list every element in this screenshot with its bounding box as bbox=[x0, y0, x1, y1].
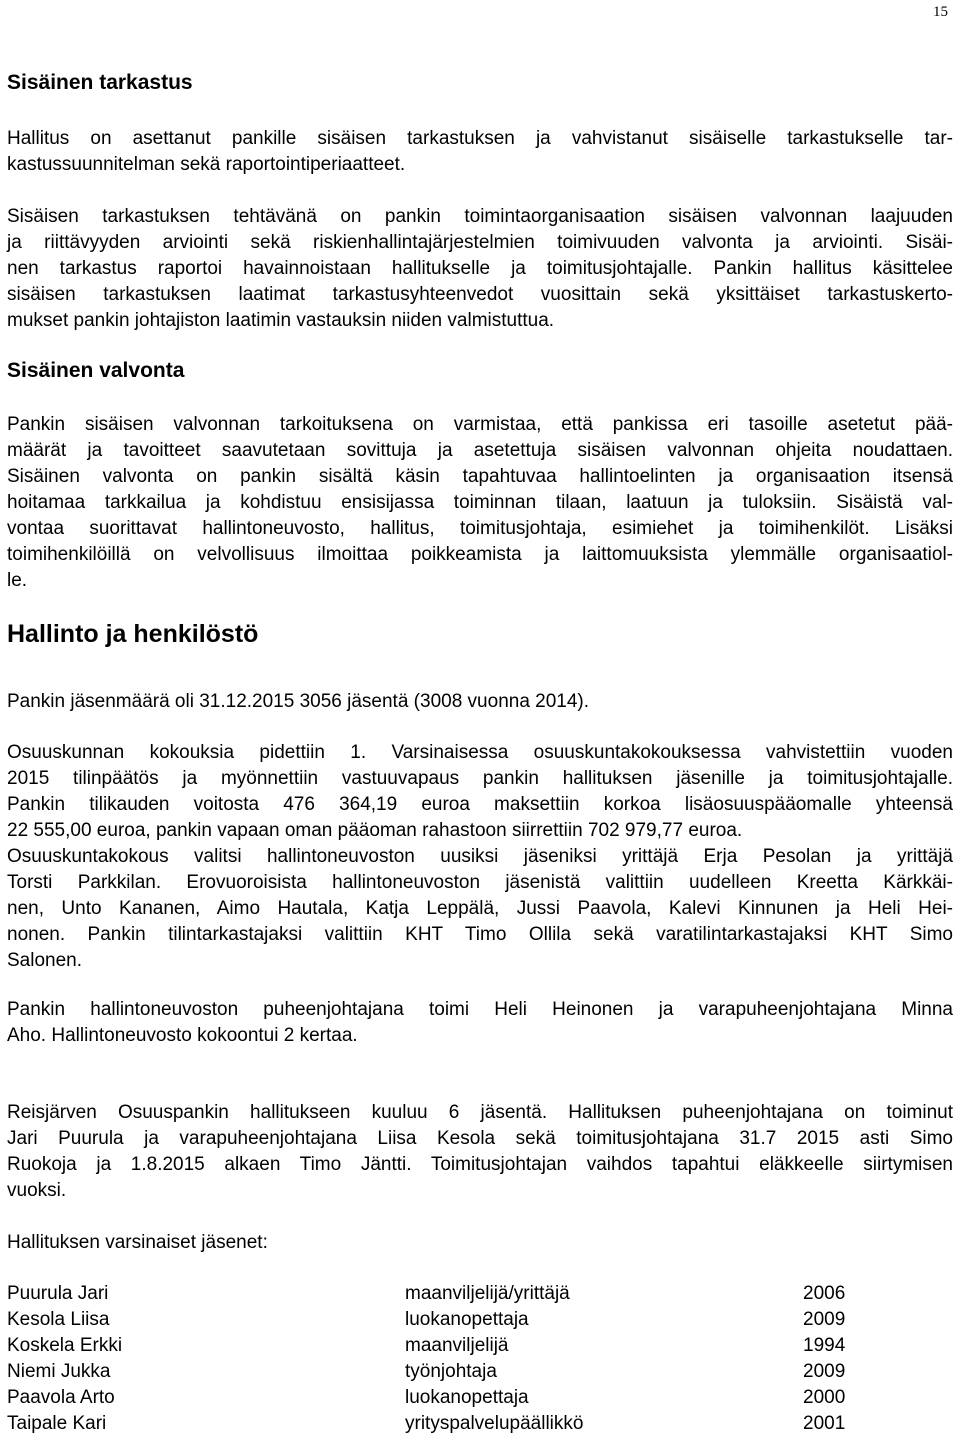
paragraph-line: Sisäisen tarkastuksen tehtävänä on pankin toimintaorganisaation sisäisen valvonnan laajuuden bbox=[7, 206, 953, 227]
paragraph-line: toimihenkilöillä on velvollisuus ilmoittaa poikkeamista ja laittomuuksista ylemmälle organisaatiol- bbox=[7, 544, 953, 565]
page-number: 15 bbox=[933, 4, 948, 20]
board-members-label: Hallituksen varsinaiset jäsenet: bbox=[7, 1232, 268, 1253]
paragraph-line: mukset pankin johtajiston laatimin vastauksin niiden valmistuttua. bbox=[7, 310, 555, 331]
table-row bbox=[7, 1282, 953, 1306]
paragraph-line: Osuuskunnan kokouksia pidettiin 1. Varsinaisessa osuuskuntakokouksessa vahvistettiin vuoden bbox=[7, 742, 953, 763]
paragraph-line: Pankin sisäisen valvonnan tarkoituksena on varmistaa, että pankissa eri tasoille asetetut pää- bbox=[7, 414, 953, 435]
paragraph-line: 22 555,00 euroa, pankin vapaan oman pääoman rahastoon siirrettiin 702 979,77 euroa. bbox=[7, 820, 743, 841]
member-year: 2009 bbox=[803, 1309, 846, 1330]
member-year: 2009 bbox=[803, 1361, 846, 1382]
member-name: Kesola Liisa bbox=[7, 1309, 110, 1330]
paragraph-line: nonen. Pankin tilintarkastajaksi valittiin KHT Timo Ollila sekä varatilintarkastajaksi KHT Simo bbox=[7, 924, 953, 945]
paragraph-line: Pankin tilikauden voitosta 476 364,19 euroa maksettiin korkoa lisäosuuspääomalle yhteensä bbox=[7, 794, 953, 815]
member-name: Paavola Arto bbox=[7, 1387, 115, 1408]
paragraph-line: nen, Unto Kananen, Aimo Hautala, Katja Leppälä, Jussi Paavola, Kalevi Kinnunen ja Heli Hei- bbox=[7, 898, 953, 919]
member-occupation: luokanopettaja bbox=[405, 1387, 529, 1408]
internal-control-heading: Sisäinen valvonta bbox=[7, 359, 185, 382]
paragraph-line: 2015 tilinpäätös ja myönnettiin vastuuvapaus pankin hallituksen jäsenille ja toimitusjohtajalle. bbox=[7, 768, 953, 789]
member-year: 1994 bbox=[803, 1335, 846, 1356]
paragraph-line: Jari Puurula ja varapuheenjohtajana Liisa Kesola sekä toimitusjohtajana 31.7 2015 asti Simo bbox=[7, 1128, 953, 1149]
table-row bbox=[7, 1308, 953, 1332]
paragraph-line: määrät ja tavoitteet saavutetaan sovittuja ja asetettuja sisäisen valvonnan ohjeita noudattaen. bbox=[7, 440, 953, 461]
member-occupation: maanviljelijä/yrittäjä bbox=[405, 1283, 570, 1304]
table-row bbox=[7, 1386, 953, 1410]
member-name: Niemi Jukka bbox=[7, 1361, 111, 1382]
paragraph-line: vontaa suorittavat hallintoneuvosto, hallitus, toimitusjohtaja, esimiehet ja toimihenkilöt. Lisäksi bbox=[7, 518, 953, 539]
paragraph-line: vuoksi. bbox=[7, 1180, 67, 1201]
paragraph-line: sisäisen tarkastuksen laatimat tarkastusyhteenvedot vuosittain sekä yksittäiset tarkastuskerto- bbox=[7, 284, 953, 305]
paragraph-line: Reisjärven Osuuspankin hallitukseen kuuluu 6 jäsentä. Hallituksen puheenjohtajana on toiminut bbox=[7, 1102, 953, 1123]
paragraph-line: Osuuskuntakokous valitsi hallintoneuvoston uusiksi jäseniksi yrittäjä Erja Pesolan ja yrittäjä bbox=[7, 846, 953, 867]
member-occupation: yrityspalvelupäällikkö bbox=[405, 1413, 584, 1434]
member-year: 2000 bbox=[803, 1387, 846, 1408]
paragraph-line: Hallitus on asettanut pankille sisäisen tarkastuksen ja vahvistanut sisäiselle tarkastukselle tar- bbox=[7, 128, 953, 149]
table-row bbox=[7, 1360, 953, 1384]
member-year: 2001 bbox=[803, 1413, 846, 1434]
member-occupation: työnjohtaja bbox=[405, 1361, 497, 1382]
administration-heading: Hallinto ja henkilöstö bbox=[7, 620, 259, 648]
paragraph-line: le. bbox=[7, 570, 28, 591]
member-occupation: luokanopettaja bbox=[405, 1309, 529, 1330]
member-year: 2006 bbox=[803, 1283, 846, 1304]
paragraph-line: hoitamaa tarkkailua ja kohdistuu ensisijassa toiminnan tilaan, laatuun ja tuloksiin. Sisäistä val- bbox=[7, 492, 953, 513]
paragraph-line: Ruokoja ja 1.8.2015 alkaen Timo Jäntti. Toimitusjohtajan vaihdos tapahtui eläkkeelle siirtymisen bbox=[7, 1154, 953, 1175]
paragraph-line: Pankin hallintoneuvoston puheenjohtajana toimi Heli Heinonen ja varapuheenjohtajana Minna bbox=[7, 999, 953, 1020]
member-name: Koskela Erkki bbox=[7, 1335, 123, 1356]
membership-text: Pankin jäsenmäärä oli 31.12.2015 3056 jäsentä (3008 vuonna 2014). bbox=[7, 691, 590, 712]
paragraph-line: Aho. Hallintoneuvosto kokoontui 2 kertaa. bbox=[7, 1025, 358, 1046]
paragraph-line: Salonen. bbox=[7, 950, 83, 971]
paragraph-line: Torsti Parkkilan. Erovuoroisista hallintoneuvoston jäsenistä valittiin uudelleen Kreetta Kärkkäi- bbox=[7, 872, 953, 893]
table-row bbox=[7, 1334, 953, 1358]
member-name: Taipale Kari bbox=[7, 1413, 107, 1434]
paragraph-line: ja riittävyyden arviointi sekä riskienhallintajärjestelmien toimivuuden valvonta ja arviointi. Sisäi- bbox=[7, 232, 953, 253]
paragraph-line: nen tarkastus raportoi havainnoistaan hallitukselle ja toimitusjohtajalle. Pankin hallitus käsittelee bbox=[7, 258, 953, 279]
table-row bbox=[7, 1412, 953, 1436]
paragraph-line: kastussuunnitelman sekä raportointiperiaatteet. bbox=[7, 154, 406, 175]
member-occupation: maanviljelijä bbox=[405, 1335, 509, 1356]
member-name: Puurula Jari bbox=[7, 1283, 109, 1304]
paragraph-line: Sisäinen valvonta on pankin sisältä käsin tapahtuvaa hallintoelinten ja organisaation itsensä bbox=[7, 466, 953, 487]
internal-audit-heading: Sisäinen tarkastus bbox=[7, 71, 193, 94]
